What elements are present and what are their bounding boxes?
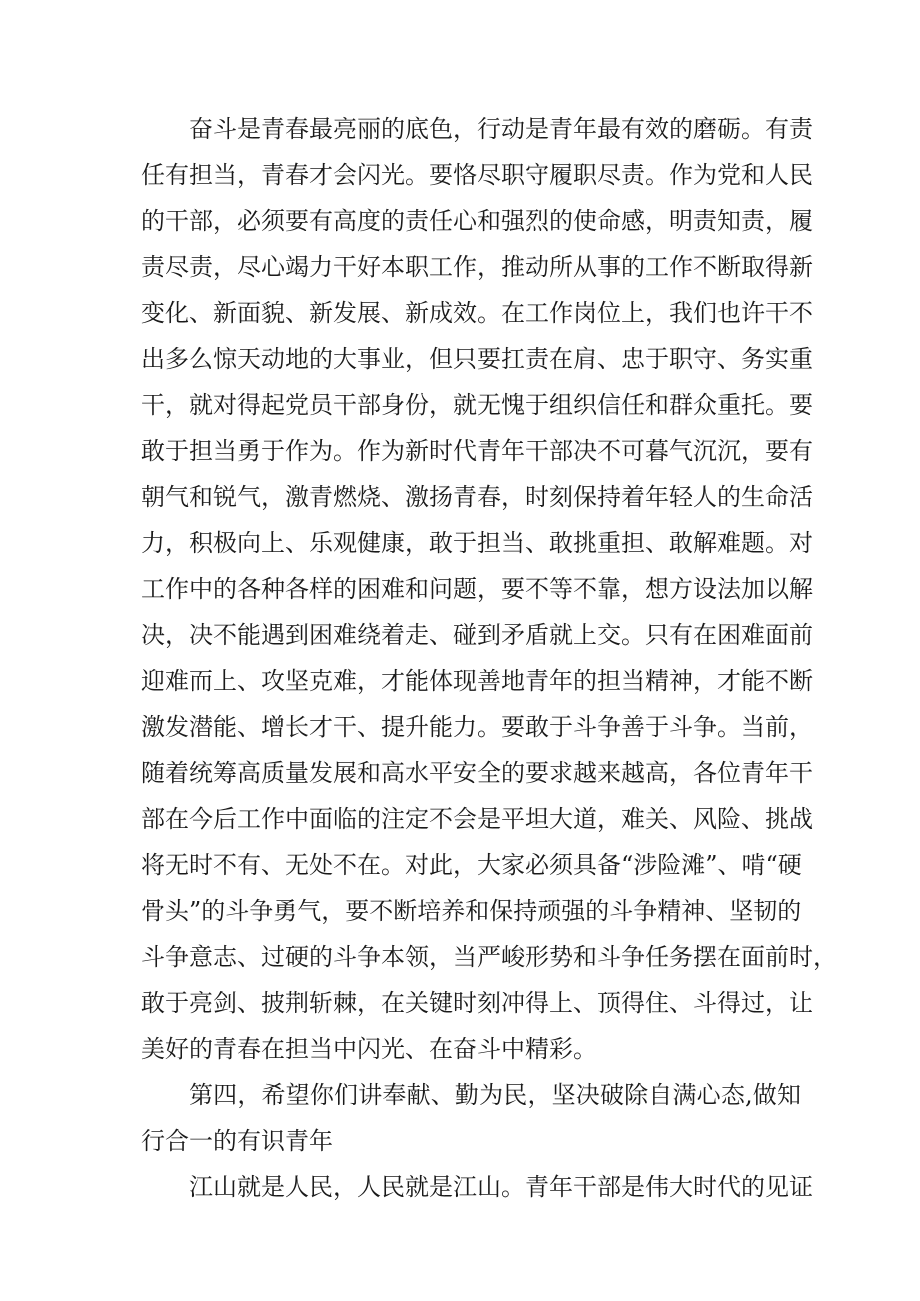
text-line-7: 干，就对得起党员干部身份，就无愧于组织信任和群众重托。要 [141, 391, 813, 419]
text-line-15: 随着统筹高质量发展和高水平安全的要求越来越高，各位青年干 [141, 759, 813, 787]
text-line-11: 工作中的各种各样的困难和问题，要不等不靠，想方设法加以解 [141, 575, 813, 603]
text-line-17: 将无时不有、无处不在。对此，大家必须具备“涉险滩”、啃“硬 [141, 851, 802, 879]
text-line-20: 敢于亮剑、披荆斩棘，在关键时刻冲得上、顶得住、斗得过，让 [141, 989, 813, 1017]
text-line-8: 敢于担当勇于作为。作为新时代青年干部决不可暮气沉沉，要有 [141, 437, 813, 465]
text-line-6: 出多么惊天动地的大事业，但只要扛责在肩、忠于职守、务实重 [141, 345, 813, 373]
text-line-14: 激发潜能、增长才干、提升能力。要敢于斗争善于斗争。当前， [141, 713, 813, 741]
text-line-24: 江山就是人民，人民就是江山。青年干部是伟大时代的见证 [189, 1173, 813, 1201]
text-line-5: 变化、新面貌、新发展、新成效。在工作岗位上，我们也许干不 [141, 299, 813, 327]
text-line-1: 奋斗是青春最亮丽的底色，行动是青年最有效的磨砺。有责 [189, 115, 813, 143]
section-heading-line-2: 行合一的有识青年 [141, 1127, 333, 1155]
text-line-13: 迎难而上、攻坚克难，才能体现善地青年的担当精神，才能不断 [141, 667, 813, 695]
section-heading-line-1: 第四，希望你们讲奉献、勤为民，坚决破除自满心态,做知 [189, 1081, 801, 1109]
text-line-12: 决，决不能遇到困难绕着走、碰到矛盾就上交。只有在困难面前 [141, 621, 813, 649]
text-line-9: 朝气和锐气，激青燃烧、激扬青春，时刻保持着年轻人的生命活 [141, 483, 813, 511]
text-line-3: 的干部，必须要有高度的责任心和强烈的使命感，明责知责，履 [141, 207, 813, 235]
text-line-4: 责尽责，尽心竭力干好本职工作，推动所从事的工作不断取得新 [141, 253, 813, 281]
text-line-10: 力，积极向上、乐观健康，敢于担当、敢挑重担、敢解难题。对 [141, 529, 813, 557]
text-line-19: 斗争意志、过硬的斗争本领，当严峻形势和斗争任务摆在面前时， [141, 943, 837, 971]
text-line-2: 任有担当，青春才会闪光。要恪尽职守履职尽责。作为党和人民 [141, 161, 813, 189]
text-line-18: 骨头”的斗争勇气，要不断培养和保持顽强的斗争精神、坚韧的 [141, 897, 802, 925]
text-line-21: 美好的青春在担当中闪光、在奋斗中精彩。 [141, 1035, 597, 1063]
text-line-16: 部在今后工作中面临的注定不会是平坦大道，难关、风险、挑战 [141, 805, 813, 833]
